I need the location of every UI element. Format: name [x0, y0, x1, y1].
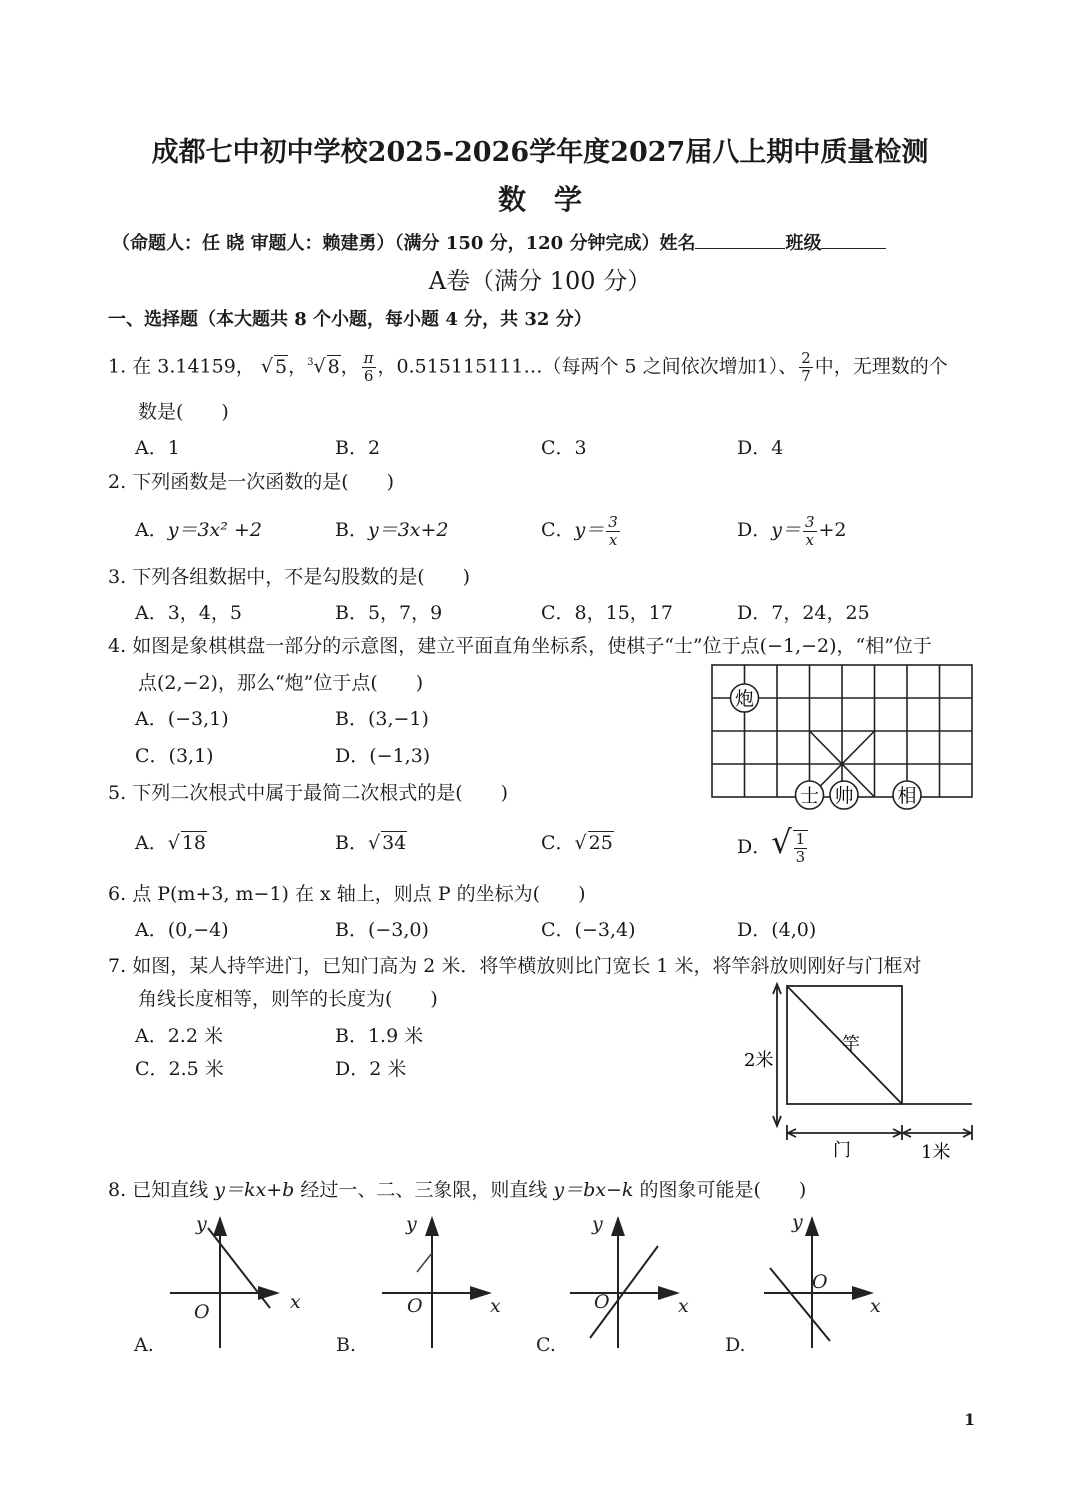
q7-option-c[interactable]: C．2.5 米	[135, 1058, 224, 1080]
q4-option-d[interactable]: D．(−1,3)	[335, 745, 431, 767]
q1-text: 在 3.14159，	[132, 355, 255, 378]
question-3	[108, 565, 470, 589]
exam-info-text: （命题人：任 晓 审题人：赖建勇）（满分 150 分，120 分钟完成）姓名	[112, 233, 696, 254]
q3-option-b[interactable]: B．5，7，9	[335, 602, 443, 624]
fraction	[793, 830, 809, 866]
q8-text: 已知直线	[132, 1179, 215, 1201]
q7-option-d[interactable]: D．2 米	[335, 1058, 407, 1080]
q7-continuation: 角线长度相等，则竿的长度为( )	[138, 988, 438, 1010]
q4-continuation: 点(2,−2)，那么“炮”位于点( )	[138, 672, 424, 694]
radicand: 8	[327, 355, 340, 378]
chess-board-figure	[712, 665, 974, 807]
q5-option-b[interactable]	[335, 831, 407, 855]
option-letter: B．	[335, 519, 368, 541]
page-number: 1	[964, 1410, 976, 1429]
q1-option-c[interactable]: C．3	[541, 437, 587, 459]
volume-title: A卷（满分 100 分）	[428, 267, 652, 295]
y-axis-label: y	[592, 1213, 603, 1235]
q4-option-b[interactable]: B．(3,−1)	[335, 708, 429, 730]
radicand: 18	[181, 832, 207, 854]
option-expr: y＝	[574, 519, 605, 541]
radicand: 5	[274, 355, 288, 378]
option-expr: y＝	[771, 519, 801, 541]
numerator: 1	[795, 830, 806, 848]
graph-option-a[interactable]	[133, 1213, 301, 1356]
y-axis-label: y	[792, 1211, 803, 1233]
option-letter: A．	[135, 519, 168, 541]
denominator: x	[805, 530, 814, 549]
question-number: 3.	[108, 566, 127, 588]
radicand: 25	[588, 832, 613, 854]
q1-comma: ，	[340, 355, 360, 378]
numerator: 3	[804, 512, 815, 531]
q3-text: 下列各组数据中，不是勾股数的是( )	[132, 566, 471, 588]
class-field[interactable]	[821, 230, 886, 249]
question-8	[108, 1178, 806, 1202]
numerator: 3	[608, 512, 618, 531]
x-axis-label: x	[678, 1295, 689, 1317]
x-axis-label: x	[290, 1291, 301, 1313]
q2-option-d[interactable]	[737, 508, 847, 552]
denominator: 7	[801, 367, 811, 385]
sqrt-symbol: √	[367, 832, 381, 854]
origin-label: O	[812, 1271, 828, 1293]
q8-equation: y＝kx+b	[214, 1179, 295, 1201]
question-1	[108, 350, 948, 385]
graph-option-d[interactable]	[725, 1211, 881, 1356]
q8-graphs	[130, 1208, 930, 1358]
door-label: 门	[833, 1140, 851, 1161]
question-number: 1.	[108, 355, 127, 378]
height-label: 2米	[744, 1050, 774, 1071]
q5-option-c[interactable]	[541, 831, 614, 855]
exam-title: 成都七中初中学校2025-2026学年度2027届八上期中质量检测	[151, 137, 929, 168]
option-label: B.	[336, 1334, 357, 1356]
piece-shi-label: 士	[799, 785, 820, 807]
question-7	[108, 954, 922, 978]
sqrt-symbol: √	[167, 832, 180, 854]
question-number: 8.	[108, 1179, 127, 1201]
q2-option-a[interactable]	[135, 518, 262, 542]
fraction	[606, 514, 620, 549]
q1-text: 中，无理数的个	[814, 355, 948, 378]
y-axis-label: y	[196, 1213, 207, 1235]
option-label: C.	[536, 1334, 556, 1356]
sqrt-symbol: √	[771, 823, 792, 861]
root-index: 3	[307, 357, 314, 369]
origin-label: O	[594, 1291, 610, 1313]
option-letter: C．	[541, 832, 575, 854]
section-title: 一、选择题（本大题共 8 个小题，每小题 4 分，共 32 分）	[108, 309, 592, 330]
graph-line	[417, 1253, 432, 1272]
option-letter: D．	[737, 519, 772, 541]
q4-option-a[interactable]: A．(−3,1)	[135, 708, 229, 730]
x-axis-label: x	[870, 1295, 881, 1317]
graph-option-b[interactable]	[336, 1213, 501, 1356]
q2-text: 下列函数是一次函数的是( )	[132, 471, 395, 493]
q4-option-c[interactable]: C．(3,1)	[135, 745, 214, 767]
q2-option-b[interactable]	[335, 518, 449, 542]
option-expr: +2	[818, 519, 847, 541]
option-letter: A．	[135, 832, 168, 854]
option-label: A.	[134, 1334, 154, 1356]
q2-option-c[interactable]	[541, 508, 622, 552]
q1-option-a[interactable]: A．1	[135, 437, 180, 459]
question-number: 2.	[108, 471, 127, 493]
extra-length-label: 1米	[921, 1142, 951, 1163]
question-5	[108, 781, 508, 805]
origin-label: O	[194, 1301, 210, 1323]
q3-option-a[interactable]: A．3，4，5	[135, 602, 242, 624]
option-label: D.	[725, 1334, 746, 1356]
option-expr: y＝3x+2	[367, 519, 449, 541]
door-figure	[740, 980, 980, 1165]
q3-option-c[interactable]: C．8，15，17	[541, 602, 673, 624]
graph-option-c[interactable]	[536, 1213, 689, 1356]
question-2	[108, 470, 394, 494]
piece-pao-label: 炮	[734, 688, 755, 710]
question-number: 7.	[108, 955, 127, 977]
graph-line	[208, 1228, 270, 1308]
exam-info	[112, 230, 886, 256]
question-4	[108, 634, 932, 658]
q8-text: 的图象可能是( )	[633, 1179, 807, 1201]
y-axis-label: y	[406, 1213, 417, 1235]
q5-option-a[interactable]	[135, 831, 207, 855]
q1-continuation: 数是( )	[138, 401, 229, 423]
q5-option-d[interactable]	[737, 818, 810, 871]
origin-label: O	[407, 1295, 423, 1317]
name-field[interactable]	[695, 230, 785, 249]
numerator: π	[363, 349, 374, 367]
q6-option-c[interactable]: C．(−3,4)	[541, 919, 636, 941]
q7-option-a[interactable]: A．2.2 米	[135, 1025, 223, 1047]
q6-option-a[interactable]: A．(0,−4)	[135, 919, 229, 941]
fraction-2-7	[799, 350, 813, 385]
q8-equation: y＝bx−k	[553, 1179, 634, 1201]
q7-text: 如图，某人持竿进门，已知门高为 2 米．将竿横放则比门宽长 1 米，将竿斜放则刚好与门框对	[132, 955, 922, 977]
q6-option-b[interactable]: B．(−3,0)	[335, 919, 429, 941]
q1-comma: ，	[288, 355, 308, 378]
denominator: x	[608, 530, 618, 549]
numerator: 2	[801, 349, 811, 367]
q1-option-d[interactable]: D．4	[737, 437, 784, 459]
question-number: 6.	[108, 883, 127, 905]
subject-title: 数 学	[497, 183, 582, 216]
piece-shuai-label: 帅	[834, 785, 854, 807]
denominator: 3	[795, 848, 806, 866]
question-number: 4.	[108, 635, 127, 657]
option-expr: y＝3x² +2	[167, 519, 262, 541]
q8-text: 经过一、二、三象限，则直线	[294, 1179, 554, 1201]
q1-text: ，0.515115111…（每两个 5 之间依次增加1）、	[377, 355, 798, 378]
q3-option-d[interactable]: D．7，24，25	[737, 602, 870, 624]
sqrt-symbol: √	[260, 355, 273, 378]
piece-xiang-label: 相	[897, 785, 917, 807]
q1-option-b[interactable]: B．2	[335, 437, 381, 459]
fraction-pi-6	[362, 350, 376, 385]
denominator: 6	[363, 367, 374, 385]
option-letter: D．	[737, 836, 772, 858]
pole-label: 竿	[842, 1034, 860, 1055]
class-label: 班级	[785, 233, 822, 254]
x-axis-label: x	[490, 1295, 501, 1317]
radicand: 34	[382, 832, 407, 854]
fraction	[803, 514, 817, 549]
option-letter: B．	[335, 832, 368, 854]
q4-text: 如图是象棋棋盘一部分的示意图，建立平面直角坐标系，使棋子“士”位于点(−1,−2)，“相”位于	[132, 635, 932, 657]
sqrt-symbol: √	[313, 355, 326, 378]
question-number: 5.	[108, 782, 127, 804]
q7-option-b[interactable]: B．1.9 米	[335, 1025, 424, 1047]
question-6	[108, 882, 586, 906]
sqrt-symbol: √	[574, 832, 587, 854]
q6-option-d[interactable]: D．(4,0)	[737, 919, 817, 941]
option-letter: C．	[541, 519, 575, 541]
q5-text: 下列二次根式中属于最简二次根式的是( )	[132, 782, 509, 804]
q6-text: 点 P(m+3, m−1) 在 x 轴上，则点 P 的坐标为( )	[132, 883, 586, 905]
